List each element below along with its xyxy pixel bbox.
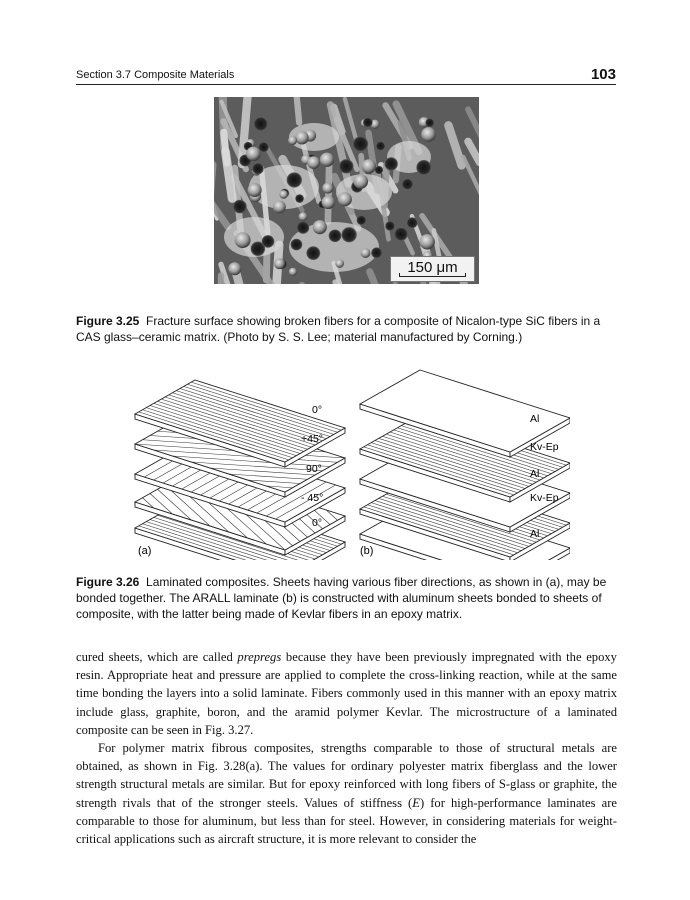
fiber-end — [233, 200, 247, 214]
angle-label-3: 90° — [306, 463, 322, 475]
fiber-end — [295, 131, 308, 144]
fiber-end — [394, 227, 407, 240]
fiber-end — [252, 163, 263, 174]
fiber-end — [289, 268, 297, 276]
p1-text-a: cured sheets, which are called — [76, 650, 238, 664]
material-label-4: Kv-Ep — [530, 492, 559, 504]
fiber-end — [338, 192, 352, 206]
paragraph-1 — [76, 648, 617, 739]
fiber-streak — [218, 272, 225, 284]
section-title: Section 3.7 Composite Materials — [76, 69, 235, 81]
fiber-end — [306, 246, 320, 260]
fiber-end — [297, 221, 309, 233]
fiber-end — [322, 183, 333, 194]
running-header — [76, 66, 616, 84]
material-label-3: Al — [530, 468, 540, 480]
figure-3-26-caption — [76, 574, 621, 622]
p1-text-b: because they have been previously impregnated with the epoxy resin. Appropriate heat and pressure are applied to complete the cross-linking reaction, while at the same time bonding the layers into a solid laminate. Fibers commonly used in this manner with an epoxy matrix include glass, graphite, boron, and the aramid polymer Kevlar. The microstructure of a laminated composite can be seen in Fig. 3.27. — [76, 650, 617, 737]
p2-text-a: For polymer matrix fibrous composites, strengths comparable to those of structural metals are obtained, as shown in Fig. 3.28(a). The values for ordinary polyester matrix fiberglass and the lower strength structural metals are similar. But for epoxy reinforced with long fibers of S-glass or graphite, the strength rivals that of the stronger steels. Values of stiffness ( — [76, 741, 617, 810]
fiber-end — [376, 141, 385, 150]
fiber-end — [375, 166, 383, 174]
fracture-micrograph — [214, 97, 479, 284]
angle-label-4: - 45° — [301, 492, 324, 504]
fiber-end — [287, 172, 302, 187]
angle-label-2: +45° — [301, 433, 324, 445]
fiber-end — [273, 200, 286, 213]
scale-bar — [390, 256, 475, 282]
fiber-end — [322, 196, 335, 209]
figure-3-25-label: Figure 3.25 — [76, 314, 140, 328]
fiber-end — [416, 160, 431, 175]
fiber-end — [288, 136, 297, 145]
angle-label-1: 0° — [312, 404, 323, 416]
fiber-end — [228, 262, 241, 275]
scale-bar-line — [399, 273, 466, 277]
figure-3-26-text: Laminated composites. Sheets having various fiber directions, as shown in (a), may be bonded together. The ARALL laminate (b) is constructed with aluminum sheets bonded to sheets of composite, with the latter being made of Kevlar fibers in an epoxy matrix. — [76, 575, 607, 621]
p2-italic-symbol: E — [412, 795, 420, 810]
fiber-end — [291, 239, 303, 251]
panel-b-label: (b) — [360, 545, 374, 557]
material-label-2: Kv-Ep — [530, 441, 559, 453]
fiber-end — [385, 221, 395, 231]
fiber-end — [251, 242, 265, 256]
fiber-end — [357, 215, 367, 225]
fiber-end — [279, 190, 288, 199]
body-text — [76, 648, 617, 848]
figure-3-25-text: Fracture surface showing broken fibers for a composite of Nicalon-type SiC fibers in a CAS glass–ceramic matrix. (Photo by S. S. Lee; material manufactured by Corning.) — [76, 314, 601, 344]
page-number: 103 — [590, 66, 616, 83]
angle-label-5: 0° — [312, 517, 323, 529]
fiber-end — [295, 194, 304, 203]
fiber-end — [313, 220, 327, 234]
fiber-end — [329, 229, 342, 242]
fiber-end — [407, 217, 418, 228]
laminate-svg — [120, 360, 570, 560]
fiber-end — [385, 157, 398, 170]
fiber-end — [259, 142, 269, 152]
fiber-streak — [325, 162, 333, 225]
fiber-end — [362, 159, 376, 173]
fiber-end — [235, 232, 251, 248]
fiber-end — [353, 136, 368, 151]
fiber-end — [363, 118, 373, 128]
figure-3-26-label: Figure 3.26 — [76, 575, 140, 589]
fiber-end — [339, 159, 353, 173]
p2-text-b: ) for high-performance laminates are comparable to those for aluminum, but less than for steel. However, in considering materials for weight-critical applications such as aircraft structure, it is more relevant to consider the — [76, 795, 617, 847]
fiber-end — [361, 248, 371, 258]
p1-italic-term: prepregs — [237, 650, 282, 664]
fiber-end — [353, 174, 368, 189]
fiber-end — [307, 156, 320, 169]
fiber-end — [341, 227, 356, 242]
header-rule — [76, 84, 616, 85]
laminate-diagram — [120, 360, 570, 560]
fiber-end — [421, 127, 436, 142]
fiber-end — [246, 147, 260, 161]
material-label-1: Al — [530, 413, 540, 425]
fiber-end — [371, 247, 382, 258]
fiber-end — [274, 258, 285, 269]
fiber-end — [402, 179, 413, 190]
fiber-end — [299, 212, 308, 221]
fiber-end — [419, 234, 434, 249]
figure-3-25-caption — [76, 313, 621, 345]
material-label-5: Al — [530, 528, 540, 540]
fiber-end — [248, 183, 262, 197]
fiber-end — [335, 259, 344, 268]
fiber-end — [425, 118, 434, 127]
paragraph-2 — [76, 739, 617, 848]
scale-bar-label: 150 μm — [407, 259, 458, 276]
panel-a-label: (a) — [138, 545, 152, 557]
fiber-end — [254, 117, 268, 131]
fiber-end — [320, 153, 334, 167]
